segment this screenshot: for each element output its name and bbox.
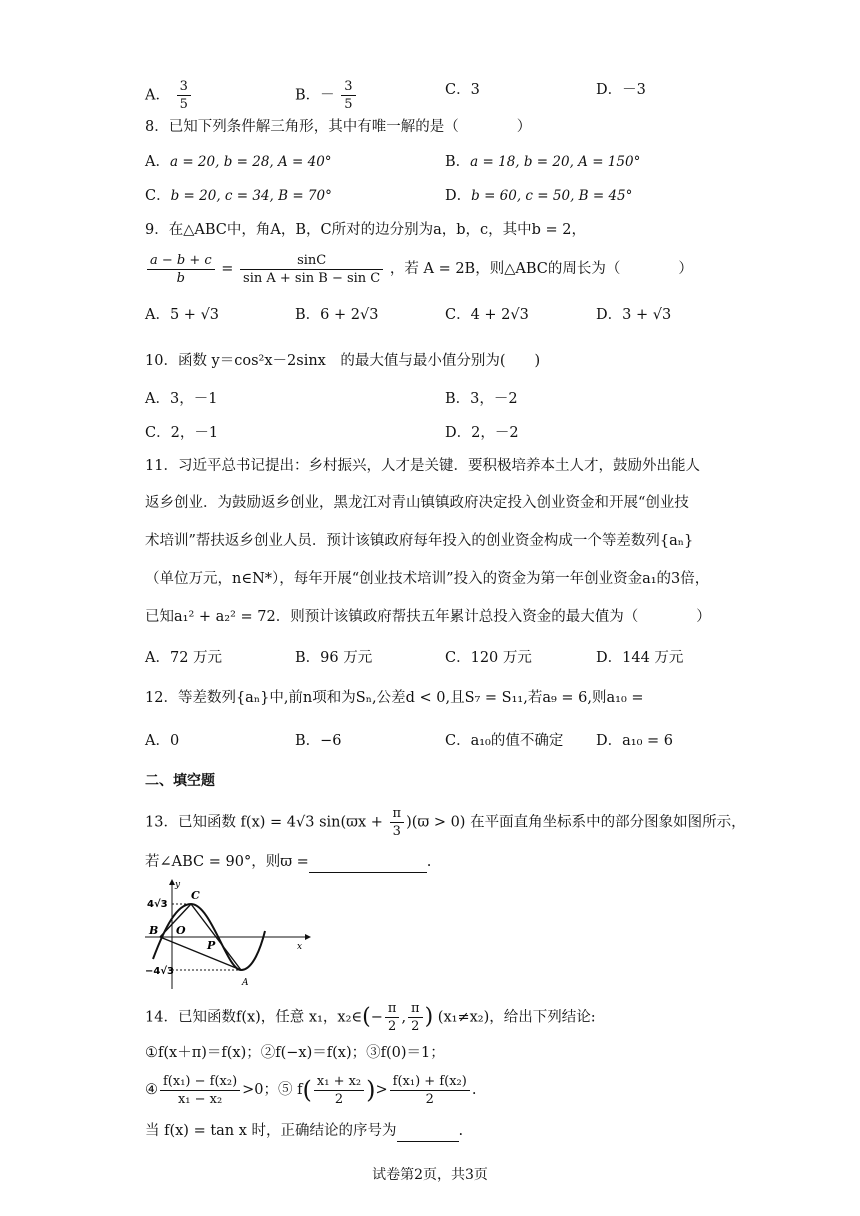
q14-pi-right: π	[408, 1000, 423, 1018]
q14-two-left: 2	[388, 1019, 397, 1034]
q13-answer-blank[interactable]	[309, 852, 427, 873]
q14-c5-rhs-num: f(x₁) + f(x₂)	[390, 1073, 470, 1091]
q10-option-a: A．3，－1	[145, 391, 218, 407]
q7-b-num: 3	[341, 78, 355, 96]
q7-b-label: B．－	[295, 87, 335, 104]
q8-c-label: C．	[145, 188, 171, 204]
q14-paren-right: )	[424, 1004, 434, 1030]
q13-stem	[145, 805, 746, 840]
q8-a-label: A．	[145, 154, 170, 170]
q8-c-math: b = 20, c = 34, B = 70°	[170, 188, 332, 204]
q14-c5-den: 2	[334, 1091, 344, 1107]
q7-a-num: 3	[177, 78, 191, 96]
q7-option-b	[295, 78, 358, 113]
q7-b-den: 5	[344, 97, 353, 112]
q12-stem: 12．等差数列{aₙ}中,前n项和为Sₙ,公差d < 0,且S₇ = S₁₁,若a₉ = 6,则a₁₀ =	[145, 690, 644, 706]
section-heading-fill-in: 二、填空题	[145, 773, 215, 789]
q8-d-label: D．	[445, 188, 472, 204]
label-b: B	[149, 924, 159, 937]
q8-option-d	[445, 186, 632, 206]
q10-stem: 10．函数 y＝cos²x－2sinx 的最大值与最小值分别为( )	[145, 353, 541, 369]
q14-paren-left: (	[362, 1004, 371, 1030]
q9-condition: ，若 A = 2B，则△ABC的周长为（ ）	[389, 261, 693, 277]
q14-c5-num: x₁ + x₂	[314, 1073, 364, 1091]
q14-c5-fraction	[314, 1073, 364, 1108]
q13-line2	[145, 852, 431, 873]
q9-option-b: B．6 + 2√3	[295, 307, 379, 323]
q13-stem-pre: 13．已知函数 f(x) = 4√3 sin(ϖx +	[145, 814, 388, 831]
page-footer: 试卷第2页，共3页	[372, 1167, 488, 1183]
q9-option-d: D．3 + √3	[596, 307, 672, 323]
q7-option-d: D．－3	[596, 82, 646, 98]
label-bottom-value: −4√3	[145, 966, 174, 977]
q14-interval-frac-right	[408, 1000, 423, 1035]
q8-option-a	[145, 152, 332, 172]
q13-frac-den: 3	[392, 824, 401, 839]
q14-c4-post: >0；⑤ f	[242, 1082, 303, 1098]
q13-fraction	[390, 805, 405, 840]
q9-lhs-num: a − b + c	[147, 252, 215, 270]
label-y: y	[175, 880, 181, 890]
q9-option-c: C．4 + 2√3	[445, 307, 529, 323]
q13-stem-post: )(ϖ > 0) 在平面直角坐标系中的部分图象如图所示，	[406, 814, 746, 831]
q14-c5-rhs-den: 2	[425, 1091, 434, 1107]
q7-option-a	[145, 78, 193, 113]
q9-equals: =	[221, 261, 234, 277]
q11-option-b: B．96 万元	[295, 650, 373, 666]
q14-c5-paren-right: )	[366, 1076, 376, 1104]
q14-stem-pre: 14．已知函数f(x)，任意 x₁，x₂∈	[145, 1009, 363, 1026]
q9-lhs-den: b	[176, 270, 185, 286]
q12-option-b: B．−6	[295, 733, 342, 749]
q12-option-d: D．a₁₀ = 6	[596, 733, 673, 749]
q14-pi-left: π	[385, 1000, 400, 1018]
q10-option-c: C．2，－1	[145, 425, 219, 441]
q14-c5-end: .	[471, 1082, 477, 1098]
q12-option-a: A．0	[145, 733, 180, 749]
q11-option-a: A．72 万元	[145, 650, 223, 666]
label-o: O	[176, 924, 186, 937]
q8-d-math: b = 60, c = 50, B = 45°	[471, 188, 633, 204]
q13-frac-num: π	[390, 805, 405, 823]
q9-lhs-fraction	[147, 252, 215, 287]
q12-option-c: C．a₁₀的值不确定	[445, 733, 564, 749]
q14-stem: 14．已知函数f(x)，任意 x₁，x₂∈(− $\frac{\pi}{2}$ , $\frac{\pi}{2}$ ) (x₁≠x₂)，给出下列结论:	[145, 1001, 596, 1034]
q11-option-c: C．120 万元	[445, 650, 532, 666]
q14-interval-minus: −	[370, 1009, 383, 1026]
q8-option-c	[145, 186, 332, 206]
q14-question	[145, 1121, 463, 1142]
x-axis-arrow	[305, 934, 311, 940]
q7-a-den: 5	[179, 97, 188, 112]
q14-c4-label: ④	[145, 1082, 158, 1098]
q11-line1: 11．习近平总书记提出：乡村振兴，人才是关键．要积极培养本土人才，鼓励外出能人	[145, 458, 700, 474]
q14-question-end: .	[458, 1123, 464, 1139]
q11-line3: 术培训”帮扶返乡创业人员．预计该镇政府每年投入的创业资金构成一个等差数列{aₙ}	[145, 533, 694, 549]
q10-option-d: D．2，－2	[445, 425, 519, 441]
label-a: A	[242, 978, 249, 988]
q9-rhs-fraction	[240, 252, 383, 287]
q14-c4-num: f(x₁) − f(x₂)	[160, 1073, 240, 1091]
q8-option-b	[445, 152, 640, 172]
q13-line2-end: .	[426, 854, 432, 870]
q9-rhs-num: sinC	[240, 252, 383, 270]
q14-c5-gt: >	[375, 1082, 388, 1098]
q14-c4-fraction	[160, 1073, 240, 1108]
q7-option-c: C．3	[445, 82, 480, 98]
q14-c5-rhs-fraction	[390, 1073, 470, 1108]
q11-option-d: D．144 万元	[596, 650, 684, 666]
q11-line4: （单位万元，n∈N*），每年开展“创业技术培训”投入的资金为第一年创业资金a₁的3倍，	[145, 571, 710, 587]
label-top-value: 4√3	[147, 899, 168, 910]
q8-stem: 8．已知下列条件解三角形，其中有唯一解的是（ ）	[145, 119, 532, 135]
q11-line2: 返乡创业．为鼓励返乡创业，黑龙江对青山镇镇政府决定投入创业资金和开展“创业技	[145, 495, 689, 511]
q9-stem: 9．在△ABC中，角A，B，C所对的边分别为a，b，c，其中b = 2，	[145, 222, 587, 238]
q14-conclusions-1-3: ①f(x＋π)＝f(x)；②f(−x)＝f(x)；③f(0)＝1；	[145, 1045, 445, 1061]
q11-line5: 已知a₁² + a₂² = 72．则预计该镇政府帮扶五年累计总投入资金的最大值为（ ）	[145, 609, 711, 625]
label-p: P	[207, 939, 216, 952]
q7-a-label: A．	[145, 87, 170, 104]
q10-option-b: B．3，－2	[445, 391, 518, 407]
q14-conclusions-4-5	[145, 1070, 476, 1110]
label-x: x	[297, 942, 303, 952]
q8-a-math: a = 20, b = 28, A = 40°	[169, 154, 332, 170]
q13-sine-graph	[145, 877, 315, 992]
q14-c5-paren-left: (	[302, 1076, 312, 1104]
q9-rhs-den: sin A + sin B − sin C	[243, 270, 381, 286]
label-c: C	[191, 889, 200, 902]
q7-a-fraction	[177, 78, 191, 113]
q9-equation	[145, 250, 693, 288]
q7-b-fraction	[341, 78, 355, 113]
q14-stem-post: (x₁≠x₂)，给出下列结论:	[437, 1009, 596, 1026]
q14-question-text: 当 f(x) = tan x 时，正确结论的序号为	[145, 1123, 397, 1139]
q14-answer-blank[interactable]	[397, 1121, 459, 1142]
q14-interval-frac-left	[385, 1000, 400, 1035]
q14-two-right: 2	[411, 1019, 420, 1034]
q8-b-label: B．	[445, 154, 471, 170]
q8-b-math: a = 18, b = 20, A = 150°	[470, 154, 641, 170]
q9-option-a: A．5 + √3	[145, 307, 220, 323]
q14-c4-den: x₁ − x₂	[177, 1091, 223, 1107]
q13-line2-text: 若∠ABC = 90°，则ϖ =	[145, 854, 309, 870]
